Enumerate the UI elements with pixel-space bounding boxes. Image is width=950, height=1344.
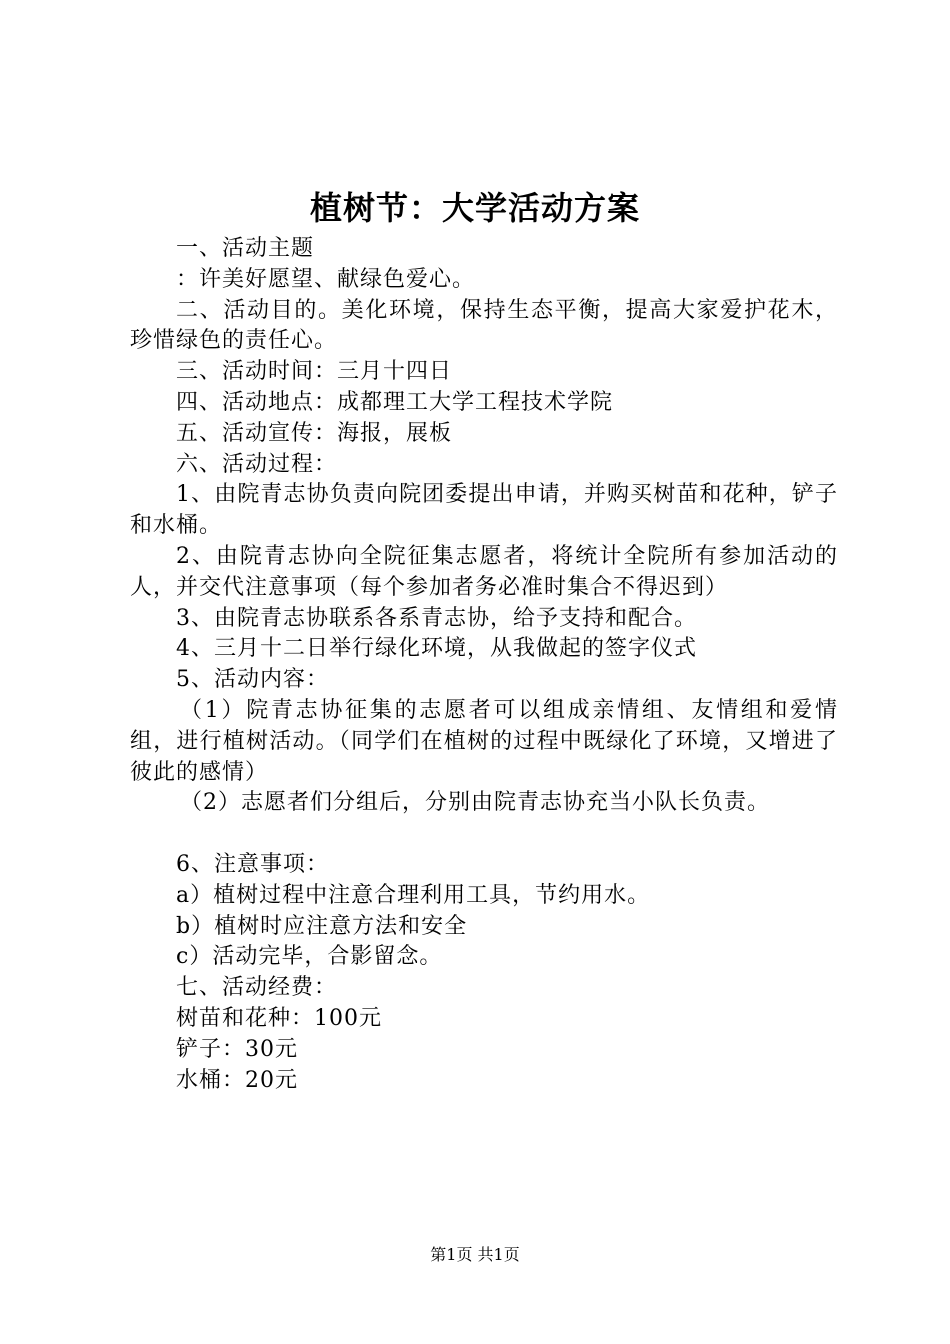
budget-item-seedlings: 树苗和花种：100元 bbox=[176, 1005, 382, 1031]
document-body bbox=[130, 234, 838, 1096]
section-heading-theme: 一、活动主题 bbox=[176, 236, 315, 261]
section-heading-time: 三、活动时间：三月十四日 bbox=[176, 359, 453, 385]
process-item-4: 4、三月十二日举行绿化环境，从我做起的签字仪式 bbox=[176, 636, 697, 662]
section-heading-budget: 七、活动经费： bbox=[176, 975, 338, 1001]
content-item-2: （2）志愿者们分组后，分别由院青志协充当小队长负责。 bbox=[180, 790, 770, 816]
section-heading-location: 四、活动地点：成都理工大学工程技术学院 bbox=[176, 389, 614, 415]
paragraph-theme-text: ：许美好愿望、献绿色爱心。 bbox=[176, 266, 476, 292]
process-item-3: 3、由院青志协联系各系青志协，给予支持和配合。 bbox=[176, 605, 697, 631]
notes-heading: 6、注意事项： bbox=[176, 851, 329, 877]
section-heading-promotion: 五、活动宣传：海报，展板 bbox=[176, 420, 453, 446]
process-item-2: 2、由院青志协向全院征集志愿者，将统计全院所有参加活动的人，并交代注意事项（每个参加者务必准时集合不得迟到） bbox=[130, 543, 838, 600]
process-item-5: 5、活动内容： bbox=[176, 667, 329, 693]
page-footer: 第1页 共1页 bbox=[430, 1245, 520, 1264]
budget-item-buckets: 水桶：20元 bbox=[176, 1067, 298, 1093]
section-heading-purpose: 二、活动目的。美化环境，保持生态平衡，提高大家爱护花木，珍惜绿色的责任心。 bbox=[130, 297, 838, 354]
notes-item-a: a）植树过程中注意合理利用工具，节约用水。 bbox=[176, 882, 651, 908]
budget-item-shovels: 铲子：30元 bbox=[176, 1036, 298, 1062]
notes-item-c: c）活动完毕，合影留念。 bbox=[176, 944, 443, 970]
process-item-1: 1、由院青志协负责向院团委提出申请，并购买树苗和花种，铲子和水桶。 bbox=[130, 482, 838, 539]
content-item-1: （1）院青志协征集的志愿者可以组成亲情组、友情组和爱情组，进行植树活动。（同学们在植树的过程中既绿化了环境，又增进了彼此的感情） bbox=[130, 697, 838, 785]
section-heading-process: 六、活动过程： bbox=[176, 451, 338, 477]
document-title: 植树节：大学活动方案 bbox=[309, 189, 640, 227]
blank-line bbox=[130, 819, 838, 850]
notes-item-b: b）植树时应注意方法和安全 bbox=[176, 913, 468, 939]
